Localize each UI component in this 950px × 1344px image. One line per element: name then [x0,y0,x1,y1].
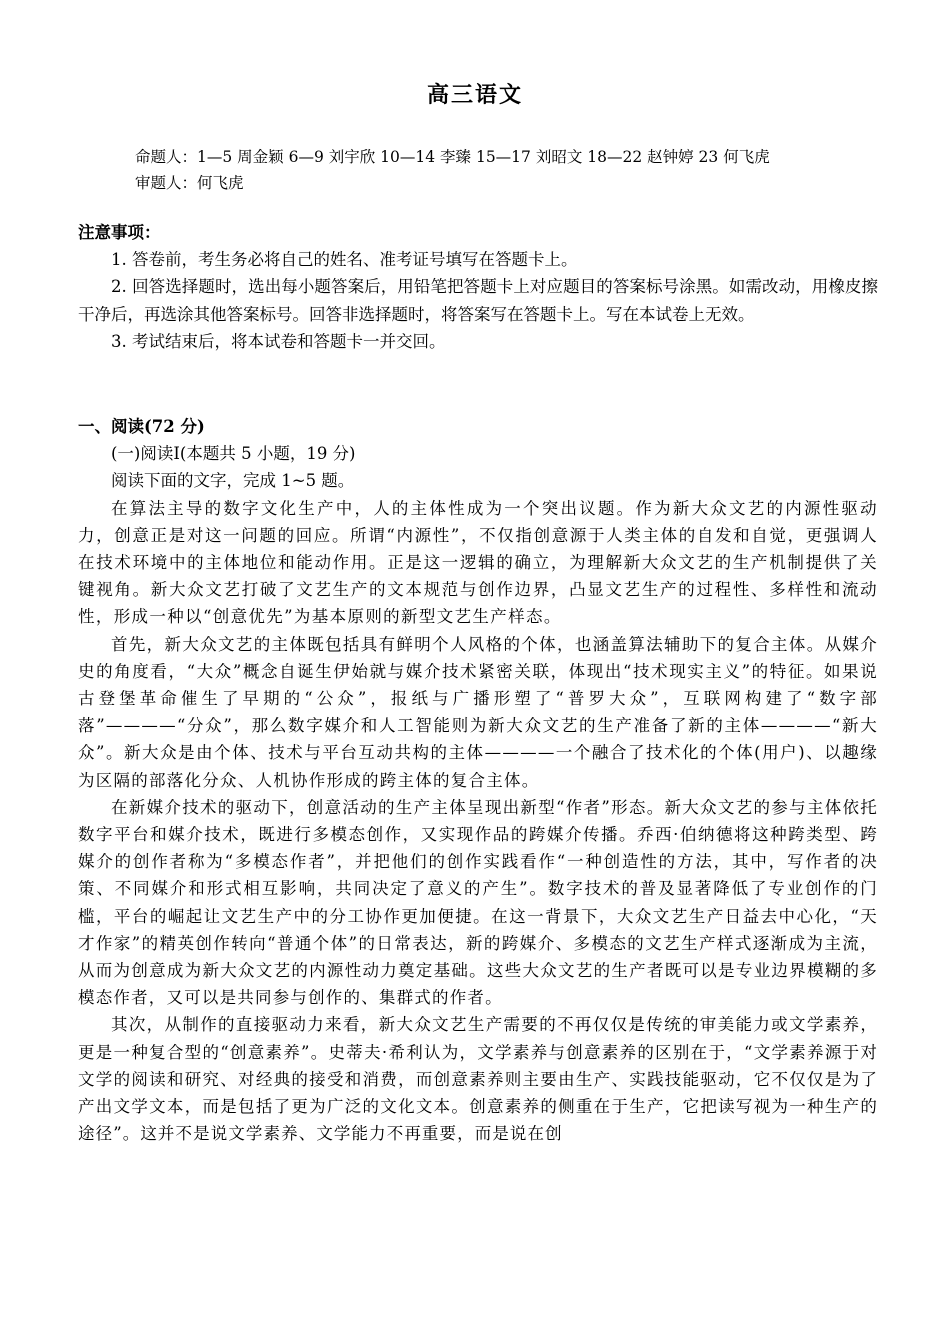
reading-paragraph-3: 在新媒介技术的驱动下，创意活动的生产主体呈现出新型“作者”形态。新大众文艺的参与主体依托数字平台和媒介技术，既进行多模态创作，又实现作品的跨媒介传播。乔西·伯纳德将这种跨类型、跨媒介的创作者称为“多模态作者”，并把他们的创作实践看作“一种创造性的方法，其中，写作者的决策、不同媒介和形式相互影响，共同决定了意义的产生”。数字技术的普及显著降低了专业创作的门槛，平台的崛起让文艺生产中的分工协作更加便捷。在这一背景下，大众文艺生产日益去中心化，“天才作家”的精英创作转向“普通个体”的日常表达，新的跨媒介、多模态的文艺生产样式逐渐成为主流，从而为创意成为新大众文艺的内源性动力奠定基础。这些大众文艺的生产者既可以是专业边界模糊的多模态作者，又可以是共同参与创作的、集群式的作者。 [78,797,878,1008]
note-item-1: 1. 答卷前，考生务必将自己的姓名、准考证号填写在答题卡上。 [111,250,578,270]
question-setters-line: 命题人：1—5 周金颖 6—9 刘宇欣 10—14 李臻 15—17 刘昭文 18—22 赵钟婷 23 何飞虎 [135,148,770,166]
section-subheading: (一)阅读Ⅰ(本题共 5 小题，19 分) [111,444,356,464]
reading-paragraph-2: 首先，新大众文艺的主体既包括具有鲜明个人风格的个体，也涵盖算法辅助下的复合主体。从媒介史的角度看，“大众”概念自诞生伊始就与媒介技术紧密关联，体现出“技术现实主义”的特征。如果说古登堡革命催生了早期的“公众”，报纸与广播形塑了“普罗大众”，互联网构建了“数字部落”————“分众”，那么数字媒介和人工智能则为新大众文艺的生产准备了新的主体————“新大众”。新大众是由个体、技术与平台互动共构的主体————一个融合了技术化的个体(用户)、以趣缘为区隔的部落化分众、人机协作形成的跨主体的复合主体。 [78,634,878,790]
section-instruction: 阅读下面的文字，完成 1~5 题。 [111,471,355,491]
note-item-3: 3. 考试结束后，将本试卷和答题卡一并交回。 [111,331,446,351]
reading-paragraph-4: 其次，从制作的直接驱动力来看，新大众文艺生产需要的不再仅仅是传统的审美能力或文学素养，更是一种复合型的“创意素养”。史蒂夫·希利认为，文学素养与创意素养的区别在于，“文学素养源于对文学的阅读和研究、对经典的接受和消费，而创意素养则主要由生产、实践技能驱动，它不仅仅是为了产出文学文本，而是包括了更为广泛的文化文本。创意素养的侧重在于生产，它把读写视为一种生产的途径”。这并不是说文学素养、文学能力不再重要，而是说在创 [78,1015,878,1144]
reading-section [78,413,878,1147]
reading-paragraph-1: 在算法主导的数字文化生产中，人的主体性成为一个突出议题。作为新大众文艺的内源性驱动力，创意正是对这一问题的回应。所谓“内源性”，不仅指创意源于人类主体的自发和自觉，更强调人在技术环境中的主体地位和能动作用。正是这一逻辑的确立，为理解新大众文艺的生产机制提供了关键视角。新大众文艺打破了文艺生产的文本规范与创作边界，凸显文艺生产的过程性、多样性和流动性，形成一种以“创意优先”为基本原则的新型文艺生产样态。 [78,498,878,627]
page-title: 高三语文 [426,82,523,108]
section-heading: 一、阅读(72 分) [78,417,205,436]
notes-heading: 注意事项： [78,223,161,242]
note-item-2: 2. 回答选择题时，选出每小题答案后，用铅笔把答题卡上对应题目的答案标号涂黑。如需改动，用橡皮擦干净后，再选涂其他答案标号。回答非选择题时，将答案写在答题卡上。写在本试卷上无效。 [78,277,878,324]
notes-block [78,219,878,355]
reviewer-line: 审题人：何飞虎 [135,174,244,192]
